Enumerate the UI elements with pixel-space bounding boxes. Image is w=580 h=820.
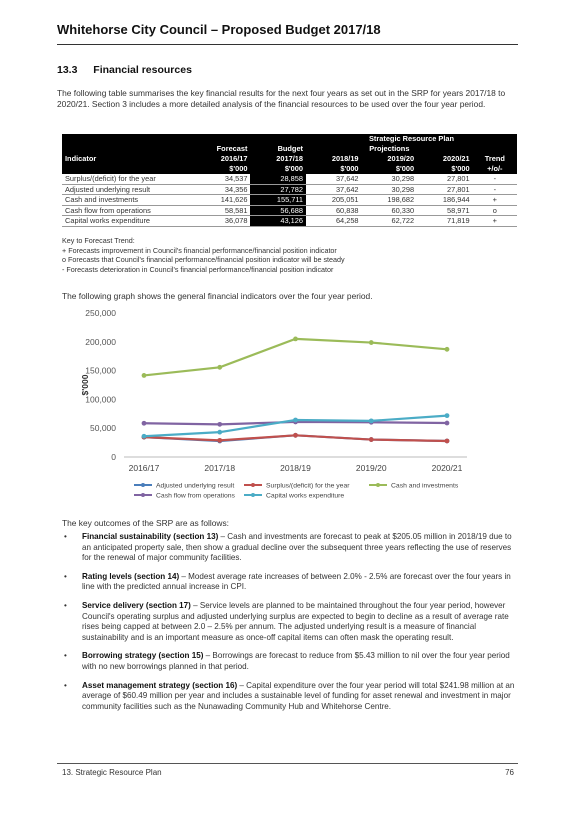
financial-indicators-line-chart — [62, 305, 482, 505]
page-number: 76 — [505, 768, 514, 777]
cell-indicator: Cash flow from operations — [62, 205, 188, 216]
cell-indicator: Surplus/(deficit) for the year — [62, 174, 188, 184]
legend-marker — [251, 483, 255, 487]
legend-marker — [251, 493, 255, 497]
y-tick-label: 250,000 — [85, 308, 116, 318]
srp-group-header: Strategic Resource Plan — [306, 134, 517, 144]
list-item — [62, 651, 518, 672]
cell-forecast: 58,581 — [188, 205, 250, 216]
bullet-icon: • — [64, 680, 67, 690]
bullet-icon: • — [64, 571, 67, 581]
col-year: 2018/19 — [306, 154, 362, 164]
cell-forecast: 34,537 — [188, 174, 250, 184]
cell-budget: 56,688 — [250, 205, 306, 216]
cell-forecast: 141,626 — [188, 195, 250, 206]
list-item — [62, 601, 518, 643]
cell-projection: 186,944 — [417, 195, 473, 206]
col-budget-top: Budget — [250, 144, 306, 154]
cell-projection: 58,971 — [417, 205, 473, 216]
list-item — [62, 681, 518, 713]
cell-trend: + — [473, 216, 517, 227]
legend-label: Adjusted underlying result — [156, 482, 235, 490]
trend-key-line: + Forecasts improvement in Council's financial performance/financial position indicator — [62, 245, 337, 255]
page-header-title: Whitehorse City Council – Proposed Budget 2017/18 — [57, 22, 381, 37]
data-point — [142, 373, 147, 378]
financial-results-table — [62, 134, 517, 227]
x-tick-label: 2018/19 — [280, 463, 311, 473]
data-point — [445, 347, 450, 352]
table-row — [62, 184, 517, 195]
table-header-row-2 — [62, 144, 517, 154]
col-year: 2016/17 — [188, 154, 250, 164]
cell-projection: 37,642 — [306, 184, 362, 195]
cell-projection: 71,819 — [417, 216, 473, 227]
data-point — [445, 413, 450, 418]
list-item-heading: Financial sustainability (section 13) — [82, 532, 219, 541]
col-unit: $'000 — [250, 164, 306, 174]
cell-projection: 27,801 — [417, 174, 473, 184]
data-point — [293, 336, 298, 341]
y-tick-label: 50,000 — [90, 423, 116, 434]
data-point — [293, 418, 298, 423]
col-unit: $'000 — [417, 164, 473, 174]
table-row — [62, 216, 517, 227]
intro-paragraph: The following table summarises the key financial results for the next four years as set out in the SRP for years 2017/18 to 2020/21. Section 3 includes a more detailed analysis of the financial resources to be used over the four year period. — [57, 88, 506, 109]
bullet-icon: • — [64, 600, 67, 610]
y-tick-label: 100,000 — [85, 394, 116, 405]
data-point — [217, 430, 222, 435]
col-unit: $'000 — [362, 164, 418, 174]
cell-projection: 30,298 — [362, 184, 418, 195]
cell-forecast: 34,356 — [188, 184, 250, 195]
cell-indicator: Cash and investments — [62, 195, 188, 206]
data-point — [369, 437, 374, 442]
list-item — [62, 532, 518, 564]
cell-projection: 205,051 — [306, 195, 362, 206]
data-point — [217, 422, 222, 427]
cell-indicator: Adjusted underlying result — [62, 184, 188, 195]
legend-marker — [141, 483, 145, 487]
x-tick-label: 2017/18 — [204, 463, 236, 473]
cell-trend: o — [473, 205, 517, 216]
key-outcomes-list — [62, 532, 518, 720]
col-forecast-top: Forecast — [188, 144, 250, 154]
trend-key-line: - Forecasts deterioration in Council's financial performance/financial position indicator — [62, 264, 334, 274]
cell-budget: 28,858 — [250, 174, 306, 184]
footer-section-label: 13. Strategic Resource Plan — [62, 768, 162, 777]
cell-trend: + — [473, 195, 517, 206]
footer-divider — [57, 763, 518, 764]
col-year: 2017/18 — [250, 154, 306, 164]
data-point — [445, 421, 450, 426]
list-item-heading: Rating levels (section 14) — [82, 571, 180, 581]
section-number: 13.3 — [57, 64, 78, 76]
cell-projection: 60,838 — [306, 205, 362, 216]
col-trend-key: +/o/- — [473, 164, 517, 174]
cell-projection: 198,682 — [362, 195, 418, 206]
legend-marker — [376, 483, 380, 487]
list-item-heading: Borrowing strategy (section 15) — [82, 651, 204, 661]
graph-intro: The following graph shows the general financial indicators over the four year period. — [62, 291, 373, 301]
x-tick-label: 2020/21 — [431, 463, 463, 473]
y-tick-label: 150,000 — [85, 365, 116, 376]
cell-forecast: 36,078 — [188, 216, 250, 227]
cell-budget: 27,782 — [250, 184, 306, 195]
legend-label: Capital works expenditure — [266, 492, 345, 500]
trend-key — [62, 236, 345, 274]
cell-projection: 27,801 — [417, 184, 473, 195]
cell-trend: - — [473, 174, 517, 184]
list-item-text: – Cash and investments are forecast to peak at $205.05 million in 2018/19 due to an anticipated property sale, then show a gradual decline over the subsequent three years reflecting the use of reserves for the renewal of major community facilities. — [82, 532, 512, 563]
y-axis-label: $'000 — [80, 374, 90, 396]
col-unit: $'000 — [306, 164, 362, 174]
cell-projection: 60,330 — [362, 205, 418, 216]
col-trend: Trend — [473, 154, 517, 164]
table-header-row-1 — [62, 134, 517, 144]
cell-budget: 43,126 — [250, 216, 306, 227]
cell-projection: 64,258 — [306, 216, 362, 227]
data-point — [217, 438, 222, 443]
trend-key-title: Key to Forecast Trend: — [62, 236, 135, 245]
outcomes-intro: The key outcomes of the SRP are as follows: — [62, 518, 229, 528]
series-line — [144, 339, 447, 376]
cell-budget: 155,711 — [250, 195, 306, 206]
section-heading — [57, 64, 192, 76]
data-point — [217, 365, 222, 370]
list-item-heading: Asset management strategy (section 16) — [82, 680, 238, 690]
y-tick-label: 0 — [111, 452, 116, 462]
list-item-text: – Modest average rate increases of between 2.0% - 2.5% are forecast over the four years in line with the predicted annual increase in CPI. — [82, 571, 511, 592]
list-item-text: – Capital expenditure over the four year period will total $241.98 million at an average of $60.49 million per year and includes a sustainable level of funding for asset renewal and investment in major community facilities such as the Nunawading Community Hub and Whitehorse Centre. — [82, 680, 515, 711]
table-header-row-3 — [62, 154, 517, 164]
cell-indicator: Capital works expenditure — [62, 216, 188, 227]
header-divider — [57, 44, 518, 45]
legend-label: Cash flow from operations — [156, 492, 235, 500]
col-year: 2019/20 — [362, 154, 418, 164]
x-tick-label: 2019/20 — [355, 463, 387, 473]
legend-label: Surplus/(deficit) for the year — [266, 482, 350, 490]
bullet-icon: • — [64, 651, 67, 661]
section-title: Financial resources — [93, 64, 192, 76]
legend-marker — [141, 493, 145, 497]
cell-projection: 62,722 — [362, 216, 418, 227]
table-row — [62, 205, 517, 216]
trend-key-line: o Forecasts that Council's financial performance/financial position indicator will be steady — [62, 255, 345, 264]
cell-projection: 37,642 — [306, 174, 362, 184]
data-point — [445, 439, 450, 444]
list-item-text: – Service levels are planned to be maintained throughout the four year period, however Council's operating surplus and adjusted underlying surplus are expected to begin to decline as a result of average rate rises being capped at between 2.0 – 2.5% per annum. The adjusted underlying result is a measure of financial sustainability and is an important measure as once-off capital items can often mask the operating result. — [82, 600, 509, 642]
bullet-icon: • — [64, 532, 67, 541]
legend-label: Cash and investments — [391, 482, 459, 490]
data-point — [369, 418, 374, 423]
table-header-row-4 — [62, 164, 517, 174]
x-tick-label: 2016/17 — [128, 463, 160, 473]
col-unit: $'000 — [188, 164, 250, 174]
list-item-heading: Service delivery (section 17) — [82, 600, 191, 610]
cell-projection: 30,298 — [362, 174, 418, 184]
col-year: 2020/21 — [417, 154, 473, 164]
data-point — [369, 340, 374, 345]
table-row — [62, 174, 517, 184]
cell-trend: - — [473, 184, 517, 195]
projections-header: Projections — [306, 144, 473, 154]
data-point — [142, 421, 147, 426]
data-point — [142, 434, 147, 439]
y-tick-label: 200,000 — [85, 336, 116, 347]
list-item-text: – Borrowings are forecast to reduce from $5.43 million to nil over the four year period with no new borrowings planned in that period. — [82, 651, 510, 671]
col-indicator: Indicator — [62, 154, 188, 164]
list-item — [62, 572, 518, 593]
data-point — [293, 433, 298, 438]
table-row — [62, 195, 517, 206]
